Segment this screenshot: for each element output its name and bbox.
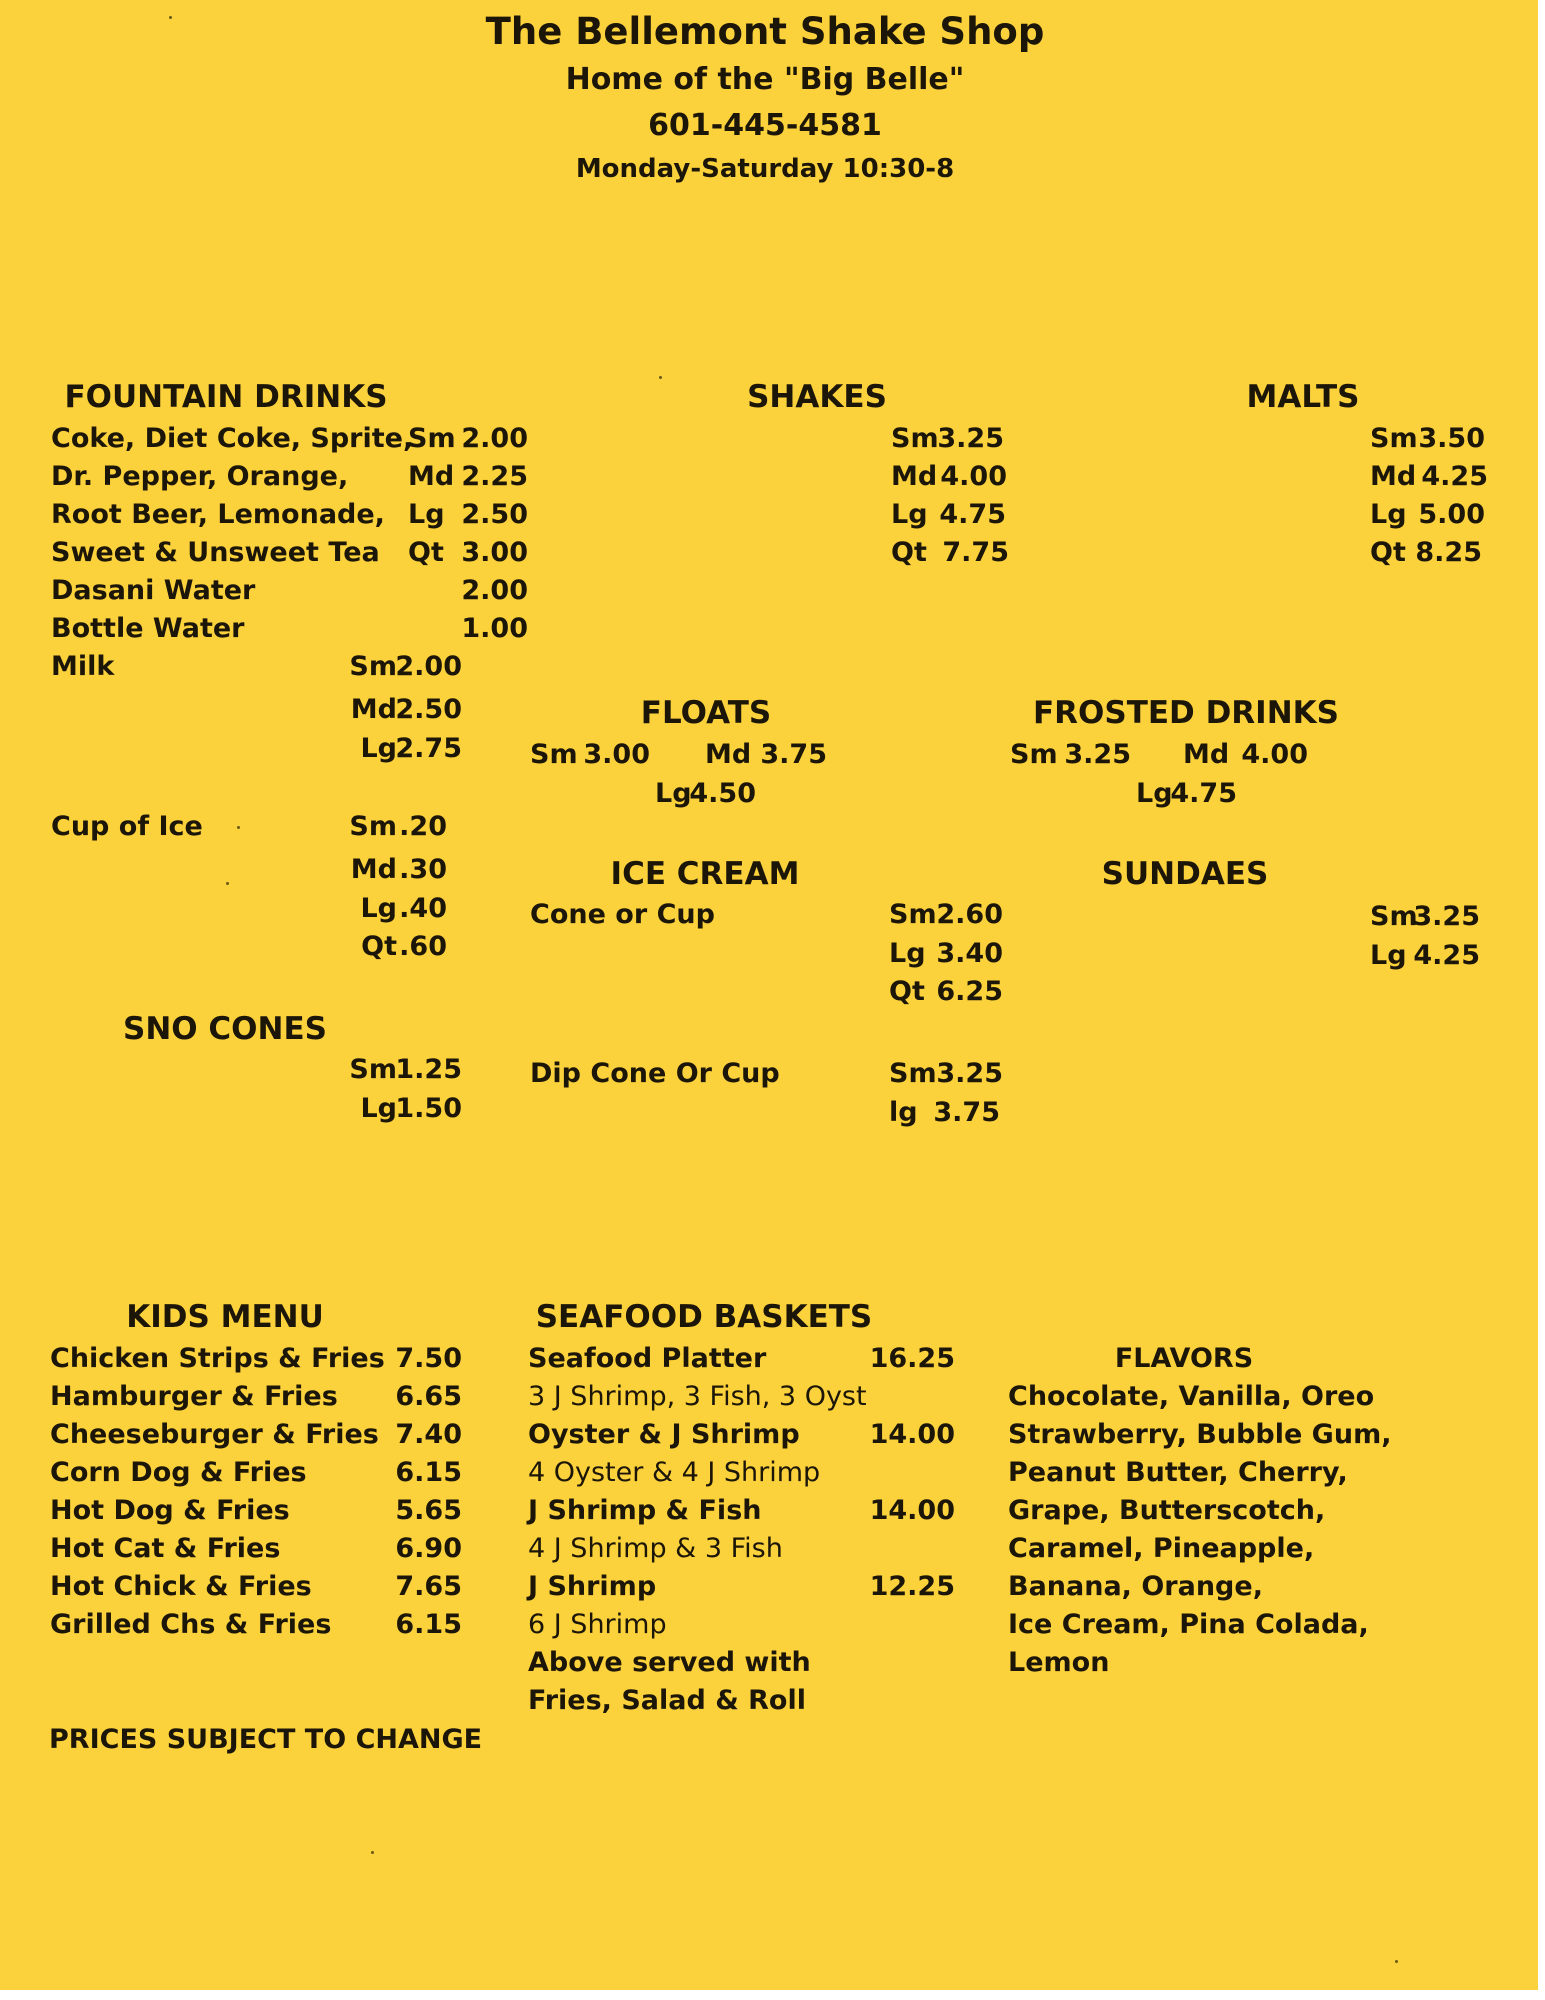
seafood-item-description: 6 J Shrimp	[528, 1609, 667, 1640]
price: 6.15	[395, 1457, 462, 1488]
price: 2.50	[395, 694, 462, 725]
price: 4.50	[689, 778, 756, 809]
kids-item-name: Grilled Chs & Fries	[50, 1609, 332, 1640]
price: 3.50	[1418, 423, 1485, 454]
price: 4.75	[1170, 778, 1237, 809]
fountain-flavor-line: Sweet & Unsweet Tea	[51, 537, 380, 568]
price: 4.25	[1421, 461, 1488, 492]
price: 2.60	[936, 899, 1003, 930]
price: 3.40	[936, 938, 1003, 969]
size-label: Sm	[1010, 739, 1058, 770]
size-label: Md	[1183, 739, 1230, 770]
price: 3.00	[461, 537, 528, 568]
kids-item-name: Hot Cat & Fries	[50, 1533, 281, 1564]
kids-item-name: Chicken Strips & Fries	[50, 1343, 385, 1374]
size-label: Lg	[360, 733, 397, 764]
kids-item-name: Hot Dog & Fries	[50, 1495, 290, 1526]
fountain-drinks-heading: FOUNTAIN DRINKS	[64, 379, 388, 415]
size-label: Sm	[891, 423, 939, 454]
size-label: Sm	[349, 811, 397, 842]
paper-speck	[1395, 1960, 1398, 1963]
flavors-line: Peanut Butter, Cherry,	[1008, 1457, 1348, 1488]
seafood-item-name: Oyster & J Shrimp	[528, 1419, 800, 1450]
price: 3.75	[760, 739, 827, 770]
fountain-flavor-line: Dr. Pepper, Orange,	[51, 461, 349, 492]
price: 6.65	[395, 1381, 462, 1412]
price: 4.25	[1413, 940, 1480, 971]
size-label: Md	[350, 854, 397, 885]
price: 16.25	[869, 1343, 955, 1374]
price: 7.50	[395, 1343, 462, 1374]
seafood-baskets-heading: SEAFOOD BASKETS	[535, 1299, 873, 1335]
price: 5.65	[395, 1495, 462, 1526]
size-label: lg	[889, 1097, 918, 1128]
frosted-drinks-heading: FROSTED DRINKS	[1032, 695, 1340, 731]
shakes-heading: SHAKES	[747, 379, 887, 415]
size-label: Lg	[889, 938, 926, 969]
price: 7.75	[942, 537, 1009, 568]
price: 3.25	[936, 1058, 1003, 1089]
price: 3.25	[937, 423, 1004, 454]
seafood-item-name: Seafood Platter	[528, 1343, 767, 1374]
size-label: Sm	[408, 423, 456, 454]
shop-tagline: Home of the "Big Belle"	[565, 62, 965, 97]
size-label: Sm	[1370, 901, 1418, 932]
price: .60	[399, 931, 447, 962]
price: 4.00	[1241, 739, 1308, 770]
malts-heading: MALTS	[1246, 379, 1360, 415]
phone-number: 601-445-4581	[648, 108, 882, 143]
price: 6.90	[395, 1533, 462, 1564]
price: 2.75	[395, 733, 462, 764]
price: 3.25	[1413, 901, 1480, 932]
price: 1.50	[395, 1093, 462, 1124]
flavors-line: Strawberry, Bubble Gum,	[1008, 1419, 1392, 1450]
size-label: Sm	[349, 1054, 397, 1085]
size-label: Md	[1370, 461, 1417, 492]
size-label: Sm	[889, 1058, 937, 1089]
price: 2.00	[395, 651, 462, 682]
shop-name: The Bellemont Shake Shop	[485, 10, 1045, 53]
size-label: Sm	[1370, 423, 1418, 454]
seafood-item-description: 4 J Shrimp & 3 Fish	[528, 1533, 783, 1564]
kids-item-name: Hamburger & Fries	[50, 1381, 338, 1412]
prices-subject-to-change: PRICES SUBJECT TO CHANGE	[49, 1724, 483, 1755]
paper-speck	[169, 16, 172, 19]
dasani-water-label: Dasani Water	[51, 575, 256, 606]
size-label: Qt	[408, 537, 444, 568]
price: 14.00	[869, 1495, 955, 1526]
price: 2.00	[461, 423, 528, 454]
price: 2.50	[461, 499, 528, 530]
seafood-item-name: J Shrimp & Fish	[528, 1495, 762, 1526]
price: 2.25	[461, 461, 528, 492]
paper-speck	[659, 376, 662, 379]
size-label: Lg	[655, 778, 692, 809]
price: .20	[399, 811, 447, 842]
kids-item-name: Cheeseburger & Fries	[50, 1419, 379, 1450]
cup-of-ice-label: Cup of Ice	[51, 811, 203, 842]
seafood-item-name: J Shrimp	[528, 1571, 657, 1602]
size-label: Lg	[1370, 499, 1407, 530]
size-label: Lg	[891, 499, 928, 530]
seafood-note: Fries, Salad & Roll	[528, 1685, 806, 1716]
size-label: Md	[350, 694, 397, 725]
sno-cones-heading: SNO CONES	[123, 1011, 327, 1047]
scan-edge	[1538, 0, 1545, 2000]
size-label: Lg	[408, 499, 445, 530]
price: 3.25	[1064, 739, 1131, 770]
flavors-line: Caramel, Pineapple,	[1008, 1533, 1315, 1564]
seafood-item-description: 3 J Shrimp, 3 Fish, 3 Oyst	[528, 1381, 867, 1412]
price: 4.00	[940, 461, 1007, 492]
size-label: Qt	[361, 931, 397, 962]
size-label: Md	[891, 461, 938, 492]
price: 2.00	[461, 575, 528, 606]
size-label: Sm	[530, 739, 578, 770]
bottle-water-label: Bottle Water	[51, 613, 245, 644]
kids-menu-heading: KIDS MENU	[126, 1299, 324, 1335]
kids-item-name: Hot Chick & Fries	[50, 1571, 312, 1602]
flavors-line: Lemon	[1008, 1647, 1110, 1678]
price: .40	[399, 893, 447, 924]
seafood-note: Above served with	[528, 1647, 811, 1678]
price: 6.25	[936, 976, 1003, 1007]
price: 12.25	[869, 1571, 955, 1602]
sundaes-heading: SUNDAES	[1101, 856, 1269, 892]
price: 7.40	[395, 1419, 462, 1450]
cone-or-cup-label: Cone or Cup	[530, 899, 715, 930]
price: 4.75	[939, 499, 1006, 530]
milk-label: Milk	[51, 651, 115, 682]
size-label: Md	[705, 739, 752, 770]
price: 5.00	[1418, 499, 1485, 530]
size-label: Lg	[360, 893, 397, 924]
fountain-flavor-line: Root Beer, Lemonade,	[51, 499, 385, 530]
size-label: Qt	[889, 976, 925, 1007]
floats-heading: FLOATS	[640, 695, 772, 731]
size-label: Md	[408, 461, 455, 492]
paper-speck	[237, 826, 240, 829]
size-label: Qt	[891, 537, 927, 568]
opening-hours: Monday-Saturday 10:30-8	[575, 154, 955, 184]
flavors-line: Banana, Orange,	[1008, 1571, 1263, 1602]
price: 3.75	[933, 1097, 1000, 1128]
size-label: Sm	[889, 899, 937, 930]
price: 6.15	[395, 1609, 462, 1640]
price: 1.00	[461, 613, 528, 644]
kids-item-name: Corn Dog & Fries	[50, 1457, 307, 1488]
price: 1.25	[395, 1054, 462, 1085]
size-label: Lg	[360, 1093, 397, 1124]
price: 7.65	[395, 1571, 462, 1602]
price: 3.00	[583, 739, 650, 770]
flavors-heading: FLAVORS	[1114, 1343, 1254, 1374]
size-label: Sm	[349, 651, 397, 682]
ice-cream-heading: ICE CREAM	[610, 856, 800, 892]
seafood-item-description: 4 Oyster & 4 J Shrimp	[528, 1457, 821, 1488]
flavors-line: Grape, Butterscotch,	[1008, 1495, 1326, 1526]
flavors-line: Chocolate, Vanilla, Oreo	[1008, 1381, 1375, 1412]
dip-cone-label: Dip Cone Or Cup	[530, 1058, 780, 1089]
price: 14.00	[869, 1419, 955, 1450]
size-label: Lg	[1370, 940, 1407, 971]
paper-speck	[226, 882, 229, 885]
fountain-flavor-line: Coke, Diet Coke, Sprite,	[51, 423, 414, 454]
price: .30	[399, 854, 447, 885]
price: 8.25	[1415, 537, 1482, 568]
flavors-line: Ice Cream, Pina Colada,	[1008, 1609, 1369, 1640]
size-label: Lg	[1136, 778, 1173, 809]
size-label: Qt	[1370, 537, 1406, 568]
paper-speck	[371, 1851, 374, 1854]
